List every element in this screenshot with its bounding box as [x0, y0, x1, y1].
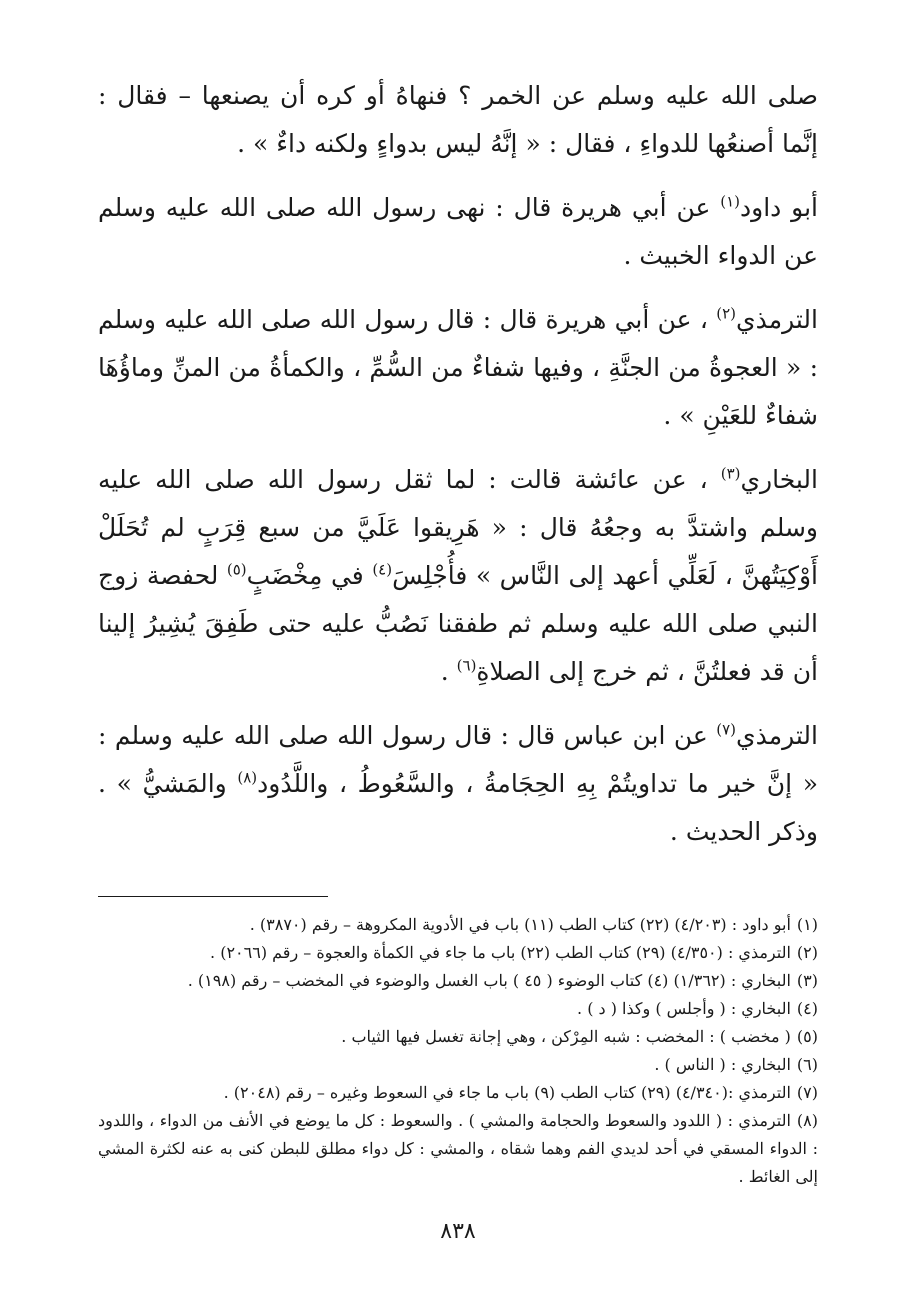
- paragraph-tirmidhi-2: [98, 712, 818, 856]
- paragraph-1-line-1: صلى الله عليه وسلم عن الخمر ؟ فنهاهُ أو كره أن يصنعها – فقال : إنَّما أصنعُها: [98, 81, 818, 158]
- footnote-number: (٣): [796, 971, 818, 990]
- paragraph-text: .: [440, 657, 457, 686]
- source-name: أبو داود: [740, 193, 818, 222]
- footnote-text: ( مخضب ) : المخضب : شبه المِرْكن ، وهي إجانة تغسل فيها الثياب .: [341, 1027, 791, 1046]
- footnote-ref-5[interactable]: (٥): [226, 560, 247, 579]
- paragraph-text: في مِخْضَبٍ: [246, 561, 373, 590]
- footnote-number: (٢): [796, 943, 818, 962]
- paragraph-text: ، عن عائشة قالت : لما ثقل رسول الله صلى الله عليه وسلم واشتدَّ به وجعُهُ قال : « هَرِيقوا عَلَيَّ من سبع قِرَبٍ لم تُحَلَلْ أَوْكِيَتُهنَّ ، لَعَلِّي أعهد إلى النَّاس » فأُجْلِسَ: [98, 465, 818, 590]
- footnote-number: (١): [796, 915, 818, 934]
- footnote-text: أبو داود : (٤/٢٠٣) (٢٢) كتاب الطب (١١) باب في الأدوية المكروهة – رقم (٣٨٧٠) .: [249, 915, 791, 934]
- paragraph-text: عن أبي هريرة قال : نهى رسول الله صلى الله عليه وسلم عن الدواء الخبيث .: [98, 193, 818, 270]
- paragraph-abu-dawud: [98, 184, 818, 280]
- footnote-text: الترمذي : ( اللدود والسعوط والحجامة والمشي ) . والسعوط : كل ما يوضع في الأنف من الدواء ، واللدود : الدواء المسقي في أحد لديدي الفم وهما شقاه ، والمشي : كل دواء مطلق للبطن كنى به عنه لكثرة المشي إلى الغائط .: [98, 1111, 818, 1186]
- footnote-6: [98, 1051, 818, 1079]
- footnote-3: [98, 967, 818, 995]
- footnote-8: [98, 1107, 818, 1191]
- paragraph-1-line-2: للدواءِ ، فقال : « إنَّهُ ليس بدواءٍ ولكنه داءٌ » .: [237, 129, 700, 158]
- footnote-ref-3[interactable]: (٣): [720, 464, 741, 483]
- paragraph-bukhari: [98, 456, 818, 696]
- paragraph-text: والمَشيُّ » . وذكر الحديث .: [98, 769, 818, 846]
- footnote-1: [98, 911, 818, 939]
- main-text: [98, 72, 818, 856]
- paragraph-1: [98, 72, 818, 168]
- footnote-text: الترمذي : (٤/٣٥٠) (٢٩) كتاب الطب (٢٢) باب ما جاء في الكمأة والعجوة – رقم (٢٠٦٦) .: [210, 943, 791, 962]
- footnote-2: [98, 939, 818, 967]
- footnote-number: (٤): [796, 999, 818, 1018]
- source-name: الترمذي: [736, 305, 818, 334]
- footnote-text: الترمذي :(٤/٣٤٠) (٢٩) كتاب الطب (٩) باب ما جاء في السعوط وغيره – رقم (٢٠٤٨) .: [223, 1083, 791, 1102]
- footnote-text: البخاري : (١/٣٦٢) (٤) كتاب الوضوء ( ٤٥ ) باب الغسل والوضوء في المخضب – رقم (١٩٨) .: [187, 971, 791, 990]
- footnote-number: (٨): [796, 1111, 818, 1130]
- footnote-ref-4[interactable]: (٤): [372, 560, 393, 579]
- footnote-4: [98, 995, 818, 1023]
- source-name: الترمذي: [736, 721, 818, 750]
- source-name: البخاري: [740, 465, 818, 494]
- footnote-ref-6[interactable]: (٦): [456, 656, 477, 675]
- footnote-ref-2[interactable]: (٢): [716, 304, 737, 323]
- book-page: [98, 72, 818, 1253]
- footnote-text: البخاري : ( الناس ) .: [654, 1055, 791, 1074]
- footnote-number: (٧): [796, 1083, 818, 1102]
- paragraph-tirmidhi-1: [98, 296, 818, 440]
- footnote-divider: [98, 896, 328, 897]
- footnote-7: [98, 1079, 818, 1107]
- footnote-ref-8[interactable]: (٨): [237, 768, 258, 787]
- footnote-text: البخاري : ( وأجلس ) وكذا ( د ) .: [577, 999, 791, 1018]
- footnote-5: [98, 1023, 818, 1051]
- paragraph-text: لحفصة زوج النبي صلى الله عليه وسلم ثم طفقنا نَصُبُّ عليه حتى طَفِقَ يُشِيرُ إلينا أن قد فعلتُنَّ ، ثم خرج إلى الصلاةِ: [98, 561, 818, 686]
- footnote-number: (٦): [796, 1055, 818, 1074]
- footnote-ref-7[interactable]: (٧): [716, 720, 737, 739]
- paragraph-text: ، عن أبي هريرة قال : قال رسول الله صلى الله عليه وسلم : « العجوةُ من الجنَّةِ ، وفيها شفاءٌ من السُّمِّ ، والكمأةُ من المنِّ وماؤُهَا شفاءٌ للعَيْنِ » .: [98, 305, 818, 430]
- footnote-number: (٥): [796, 1027, 818, 1046]
- paragraph-text: عن ابن عباس قال : قال رسول الله صلى الله عليه وسلم : « إنَّ خير ما تداويتُمْ بِهِ الحِجَامةُ ، والسَّعُوطُ ، واللَّدُود: [98, 721, 818, 798]
- page-number: ٨٣٨: [440, 1219, 476, 1244]
- footnote-ref-1[interactable]: (١): [720, 192, 741, 211]
- footnotes: [98, 911, 818, 1191]
